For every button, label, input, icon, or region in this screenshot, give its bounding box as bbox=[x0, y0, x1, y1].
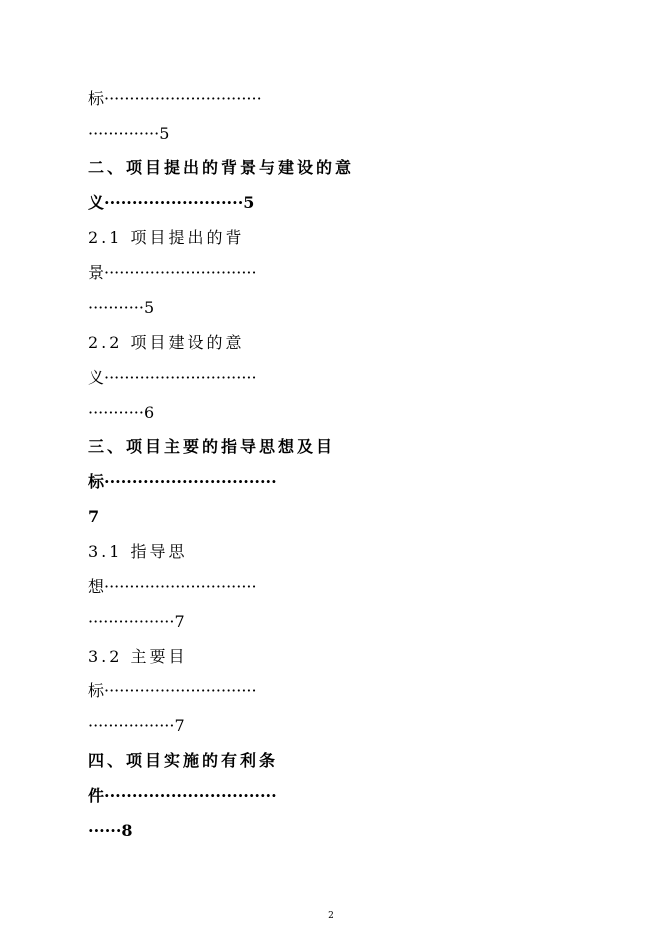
toc-line-4: 义·························5 bbox=[88, 193, 255, 212]
toc-line-13: 7 bbox=[88, 507, 100, 526]
toc-line-2: ··············5 bbox=[88, 124, 170, 143]
toc-subheading-2-2: 2.2 项目建设的意 bbox=[88, 333, 245, 352]
toc-line-16: ·················7 bbox=[88, 612, 185, 631]
toc-line-22: ······8 bbox=[88, 821, 133, 840]
toc-line-1: 标······························· bbox=[88, 89, 262, 108]
toc-line-10: ···········6 bbox=[88, 403, 155, 422]
toc-heading-4: 四、项目实施的有利条 bbox=[88, 751, 279, 770]
toc-subheading-3-1: 3.1 指导思 bbox=[88, 542, 188, 561]
toc-heading-2: 二、项目提出的背景与建设的意 bbox=[88, 158, 355, 177]
toc-heading-3: 三、项目主要的指导思想及目 bbox=[88, 437, 336, 456]
toc-line-18: 标······························ bbox=[88, 681, 257, 700]
toc-line-19: ·················7 bbox=[88, 716, 185, 735]
toc-subheading-3-2: 3.2 主要目 bbox=[88, 647, 188, 666]
toc-line-21: 件······························· bbox=[88, 786, 277, 805]
toc-line-15: 想······························ bbox=[88, 577, 257, 596]
toc-line-6: 景······························ bbox=[88, 263, 257, 282]
page-number: 2 bbox=[328, 911, 334, 921]
toc-line-9: 义······························ bbox=[88, 368, 257, 387]
toc-subheading-2-1: 2.1 项目提出的背 bbox=[88, 228, 245, 247]
toc-line-12: 标······························· bbox=[88, 472, 277, 491]
toc-line-7: ···········5 bbox=[88, 298, 155, 317]
